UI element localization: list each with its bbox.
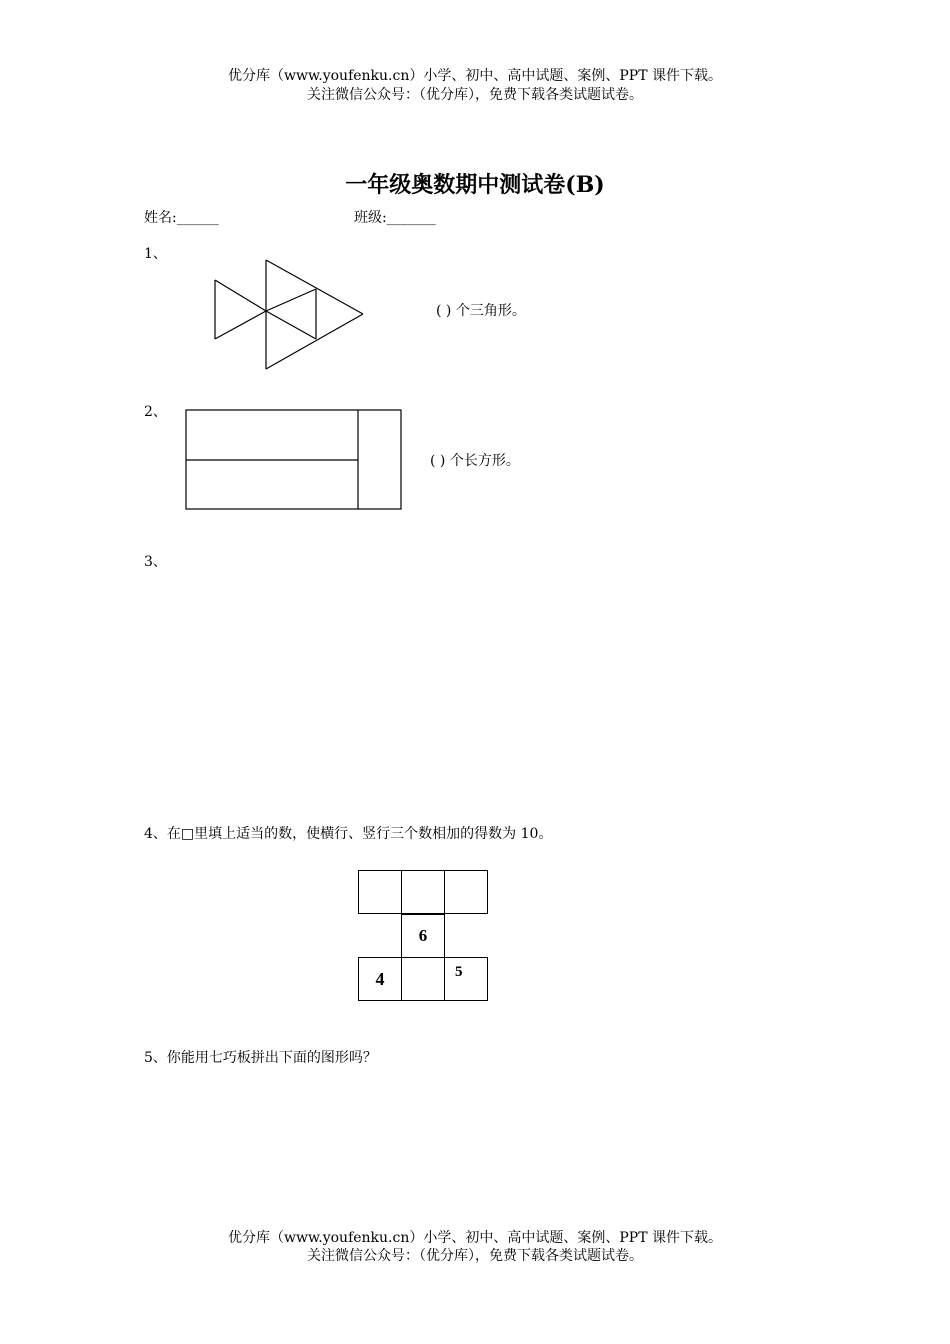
footer-line-1: 优分库（www.youfenku.cn）小学、初中、高中试题、案例、PPT 课件下载。: [227, 1230, 722, 1246]
q5-text: 5、你能用七巧板拼出下面的图形吗？: [144, 1050, 377, 1066]
q1-edge: [215, 311, 266, 339]
q1-answer: ( ) 个三角形。: [436, 303, 526, 319]
q1-edge: [266, 311, 316, 339]
grid-cell-bottom-left: 4: [358, 957, 402, 1001]
grid-cell-middle: 6: [401, 914, 445, 958]
q2-number: 2、: [144, 404, 167, 420]
q2-rectangle-figure: [180, 404, 410, 516]
grid-cell-top-left[interactable]: [358, 870, 402, 914]
grid-cell-top-right[interactable]: [444, 870, 488, 914]
q4-text: 4、在□里填上适当的数，使横行、竖行三个数相加的得数为 10。: [144, 826, 553, 842]
q1-edge: [266, 314, 363, 369]
header-line-1: 优分库（www.youfenku.cn）小学、初中、高中试题、案例、PPT 课件下载。: [227, 68, 722, 84]
grid-cell-top-middle[interactable]: [401, 870, 445, 914]
name-label: 姓名:______: [144, 210, 219, 226]
q2-answer: ( ) 个长方形。: [430, 453, 520, 469]
grid-cell-bottom-middle[interactable]: [401, 957, 445, 1001]
q1-edge: [266, 260, 363, 314]
class-label: 班级:_______: [354, 210, 436, 226]
header-line-2: 关注微信公众号：（优分库），免费下载各类试题试卷。: [307, 87, 643, 103]
q1-number: 1、: [144, 246, 167, 262]
q3-number: 3、: [144, 554, 167, 570]
q1-edge: [266, 289, 316, 311]
footer-line-2: 关注微信公众号：（优分库），免费下载各类试题试卷。: [307, 1248, 643, 1264]
q4-number-grid: [358, 870, 490, 1002]
q1-triangle-figure: [200, 250, 380, 380]
grid-cell-bottom-right: 5: [444, 957, 488, 1001]
page-title: 一年级奥数期中测试卷(B): [345, 172, 605, 198]
q1-edge: [215, 280, 266, 311]
